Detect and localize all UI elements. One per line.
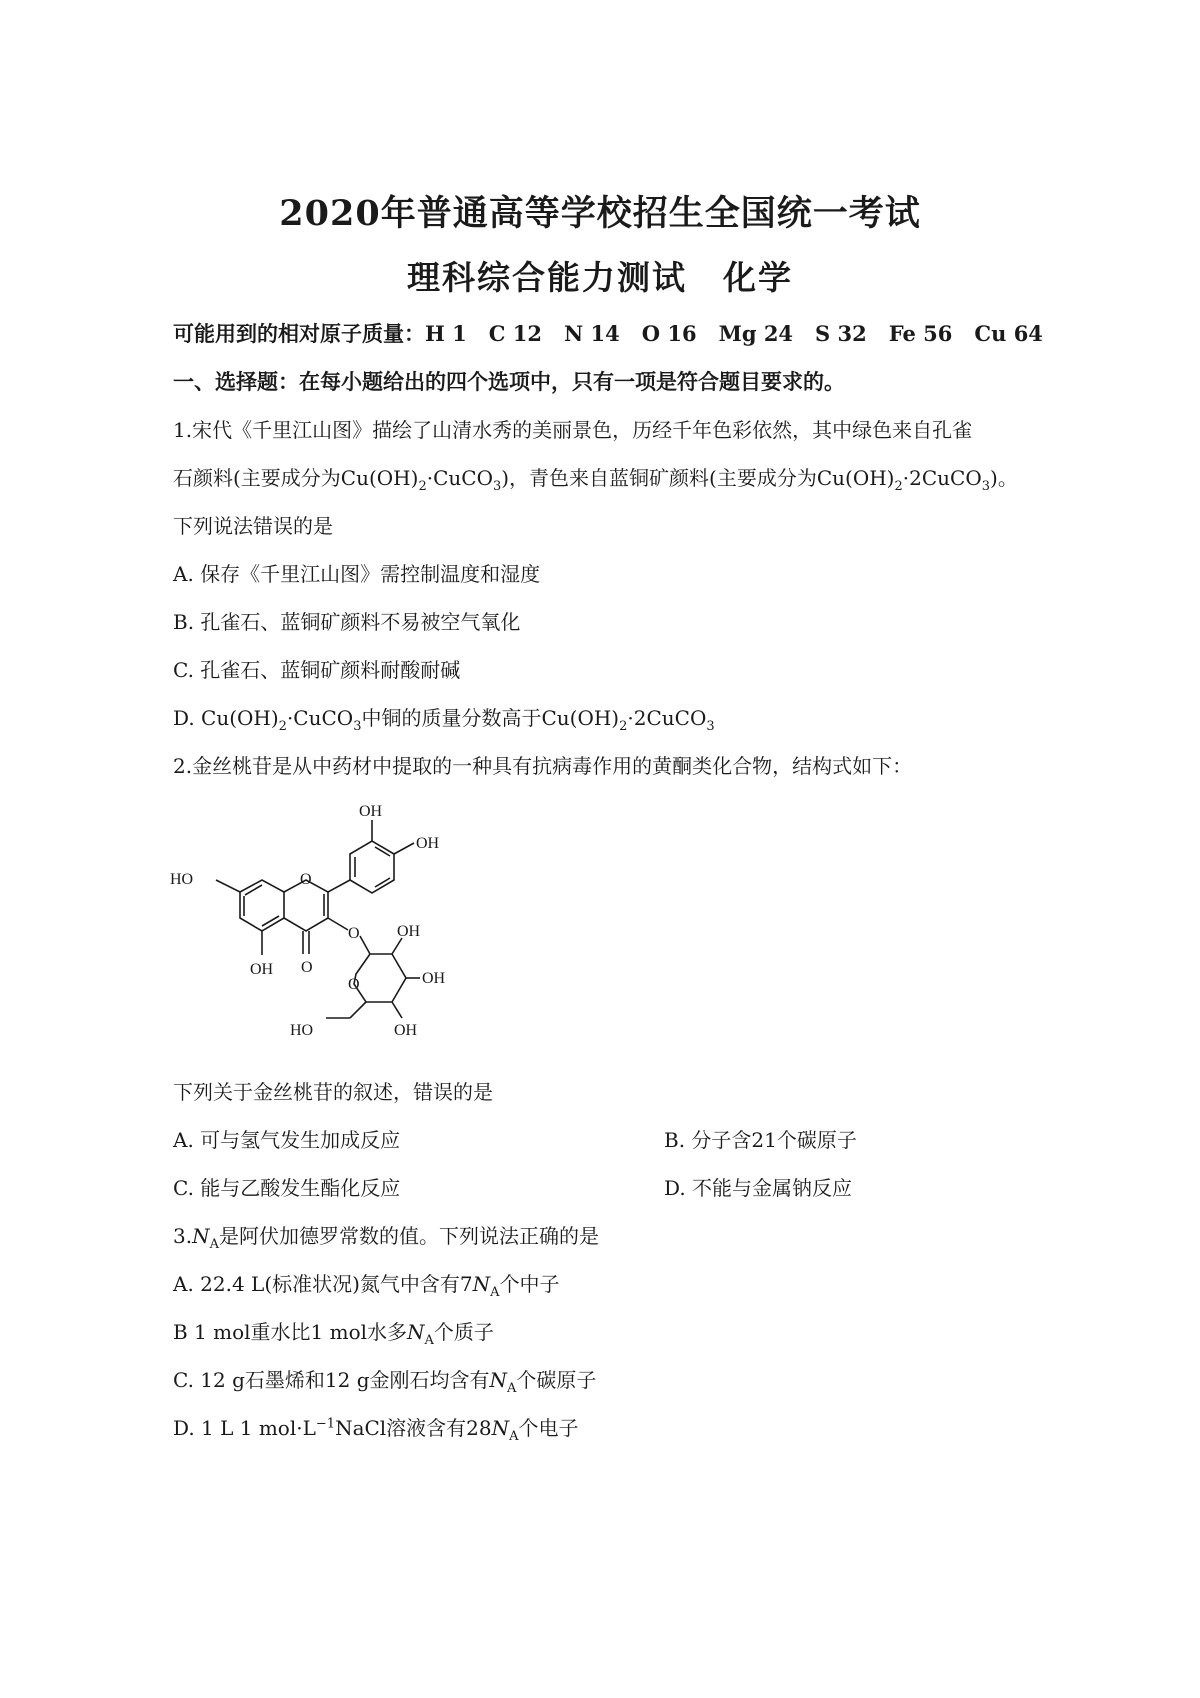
q1-stem-line2 <box>173 462 1018 494</box>
bond <box>328 880 350 892</box>
exam-title: 2020年普通高等学校招生全国统一考试 <box>279 193 921 234</box>
atomic-masses-line <box>173 318 1043 348</box>
q3-option-b <box>173 1316 494 1348</box>
q3-text: 是阿伏加德罗常数的值。下列说法正确的是 <box>218 1224 599 1248</box>
hydroxyl-label: OH <box>250 961 274 978</box>
q3-stem <box>173 1220 599 1252</box>
subscript: 3 <box>492 479 502 494</box>
q1-text: 中铜的质量分数高于Cu(OH) <box>361 706 620 730</box>
atomic-mass-item: S 32 <box>815 321 867 346</box>
avogadro-symbol: N <box>407 1320 425 1344</box>
bond <box>392 1002 402 1018</box>
avogadro-symbol: N <box>489 1368 508 1392</box>
q1-text: 石颜料(主要成分为Cu(OH) <box>173 466 419 490</box>
hydroxyl-label: OH <box>394 1022 418 1039</box>
q3-text: 个中子 <box>499 1272 560 1296</box>
hyperoside-structure-diagram <box>170 780 500 1060</box>
subscript: 2 <box>894 479 903 494</box>
section-heading: 一、选择题：在每小题给出的四个选项中，只有一项是符合题目要求的。 <box>173 369 845 394</box>
q3-text: D. 1 L 1 mol·L <box>173 1416 316 1440</box>
q2-option-b: B. 分子含21个碳原子 <box>664 1128 857 1152</box>
q3-option-a <box>173 1268 560 1300</box>
sugar-ring <box>354 954 406 1002</box>
q2-stem: 2.金丝桃苷是从中药材中提取的一种具有抗病毒作用的黄酮类化合物，结构式如下： <box>173 754 913 778</box>
subtitle-paper: 理科综合能力测试 <box>407 258 687 297</box>
atomic-masses-label: 可能用到的相对原子质量： <box>173 321 425 346</box>
subscript: A <box>507 1381 517 1396</box>
atomic-mass-item: C 12 <box>488 321 543 346</box>
exam-subtitle <box>0 252 1200 299</box>
bond <box>216 880 240 892</box>
q1-text: ·CuCO <box>426 466 493 490</box>
subscript: 2 <box>418 479 427 494</box>
subscript: 3 <box>353 719 362 734</box>
q1-text: )，青色来自蓝铜矿颜料(主要成分为Cu(OH) <box>501 466 895 490</box>
superscript: −1 <box>315 1416 336 1432</box>
atomic-mass-item: Mg 24 <box>718 321 794 346</box>
q1-option-a: A. 保存《千里江山图》需控制温度和湿度 <box>173 562 541 586</box>
q1-question: 下列说法错误的是 <box>173 514 333 538</box>
q3-text: C. 12 g石墨烯和12 g金刚石均含有 <box>173 1368 490 1392</box>
q3-option-d <box>173 1412 579 1444</box>
q2-option-c: C. 能与乙酸发生酯化反应 <box>173 1176 401 1200</box>
subscript: A <box>490 1285 500 1300</box>
atomic-mass-item: N 14 <box>564 321 620 346</box>
subscript: A <box>209 1237 219 1252</box>
atomic-mass-item: H 1 <box>425 321 467 346</box>
hydroxyl-label: OH <box>397 923 421 940</box>
hydroxyl-label: OH <box>416 835 440 852</box>
bond <box>262 916 279 926</box>
q2-option-a: A. 可与氢气发生加成反应 <box>173 1128 401 1152</box>
q3-text: 个碳原子 <box>516 1368 597 1392</box>
q1-option-d <box>173 702 715 734</box>
hydroxyl-label: HO <box>290 1022 314 1039</box>
bond <box>392 938 402 954</box>
bond <box>328 918 348 930</box>
q1-option-c: C. 孔雀石、蓝铜矿颜料耐酸耐碱 <box>173 658 461 682</box>
q2-option-d: D. 不能与金属钠反应 <box>664 1176 853 1200</box>
q3-text: 个质子 <box>433 1320 494 1344</box>
bond <box>375 847 390 856</box>
ether-oxygen-label: O <box>348 925 360 942</box>
q3-text: NaCl溶液含有28 <box>335 1416 492 1440</box>
q1-stem-line1: 1.宋代《千里江山图》描绘了山清水秀的美丽景色，历经千年色彩依然，其中绿色来自孔雀 <box>173 418 973 442</box>
q3-text: 3. <box>173 1224 193 1248</box>
subscript: 3 <box>706 719 715 734</box>
subscript: A <box>509 1429 519 1444</box>
q3-text: A. 22.4 L(标准状况)氮气中含有7 <box>173 1272 473 1296</box>
subtitle-subject: 化学 <box>723 258 793 297</box>
avogadro-symbol: N <box>192 1224 210 1248</box>
q1-text: ·CuCO <box>286 706 354 730</box>
atomic-mass-item: O 16 <box>641 321 697 346</box>
subscript: 3 <box>981 479 991 494</box>
q3-text: B 1 mol重水比1 mol水多 <box>173 1320 408 1344</box>
bond <box>245 885 262 895</box>
bond <box>350 1002 366 1018</box>
avogadro-symbol: N <box>491 1416 510 1440</box>
bond <box>394 843 414 854</box>
bond <box>360 936 370 954</box>
q1-text: ·2CuCO <box>627 706 707 730</box>
sugar-oxygen-label: O <box>348 976 360 993</box>
atomic-mass-item: Fe 56 <box>888 321 953 346</box>
q1-text: D. Cu(OH) <box>173 706 279 730</box>
benzo-ring <box>240 880 284 931</box>
hydroxyl-label: OH <box>359 803 383 820</box>
bond <box>375 878 390 887</box>
subscript: 2 <box>619 719 628 734</box>
hydroxyl-label: HO <box>170 871 194 888</box>
subscript: 2 <box>278 719 287 734</box>
atomic-mass-item: Cu 64 <box>974 321 1043 346</box>
ring-oxygen-label: O <box>300 871 312 888</box>
avogadro-symbol: N <box>472 1272 491 1296</box>
q3-text: 个电子 <box>518 1416 579 1440</box>
hydroxyl-label: OH <box>422 970 446 987</box>
subscript: A <box>424 1333 434 1348</box>
q1-option-b: B. 孔雀石、蓝铜矿颜料不易被空气氧化 <box>173 610 521 634</box>
q1-text: ·2CuCO <box>902 466 982 490</box>
q1-text: )。 <box>990 466 1018 490</box>
carbonyl-oxygen-label: O <box>301 959 313 976</box>
q3-option-c <box>173 1364 596 1396</box>
q2-question: 下列关于金丝桃苷的叙述，错误的是 <box>173 1080 493 1104</box>
catechol-ring <box>350 841 394 893</box>
